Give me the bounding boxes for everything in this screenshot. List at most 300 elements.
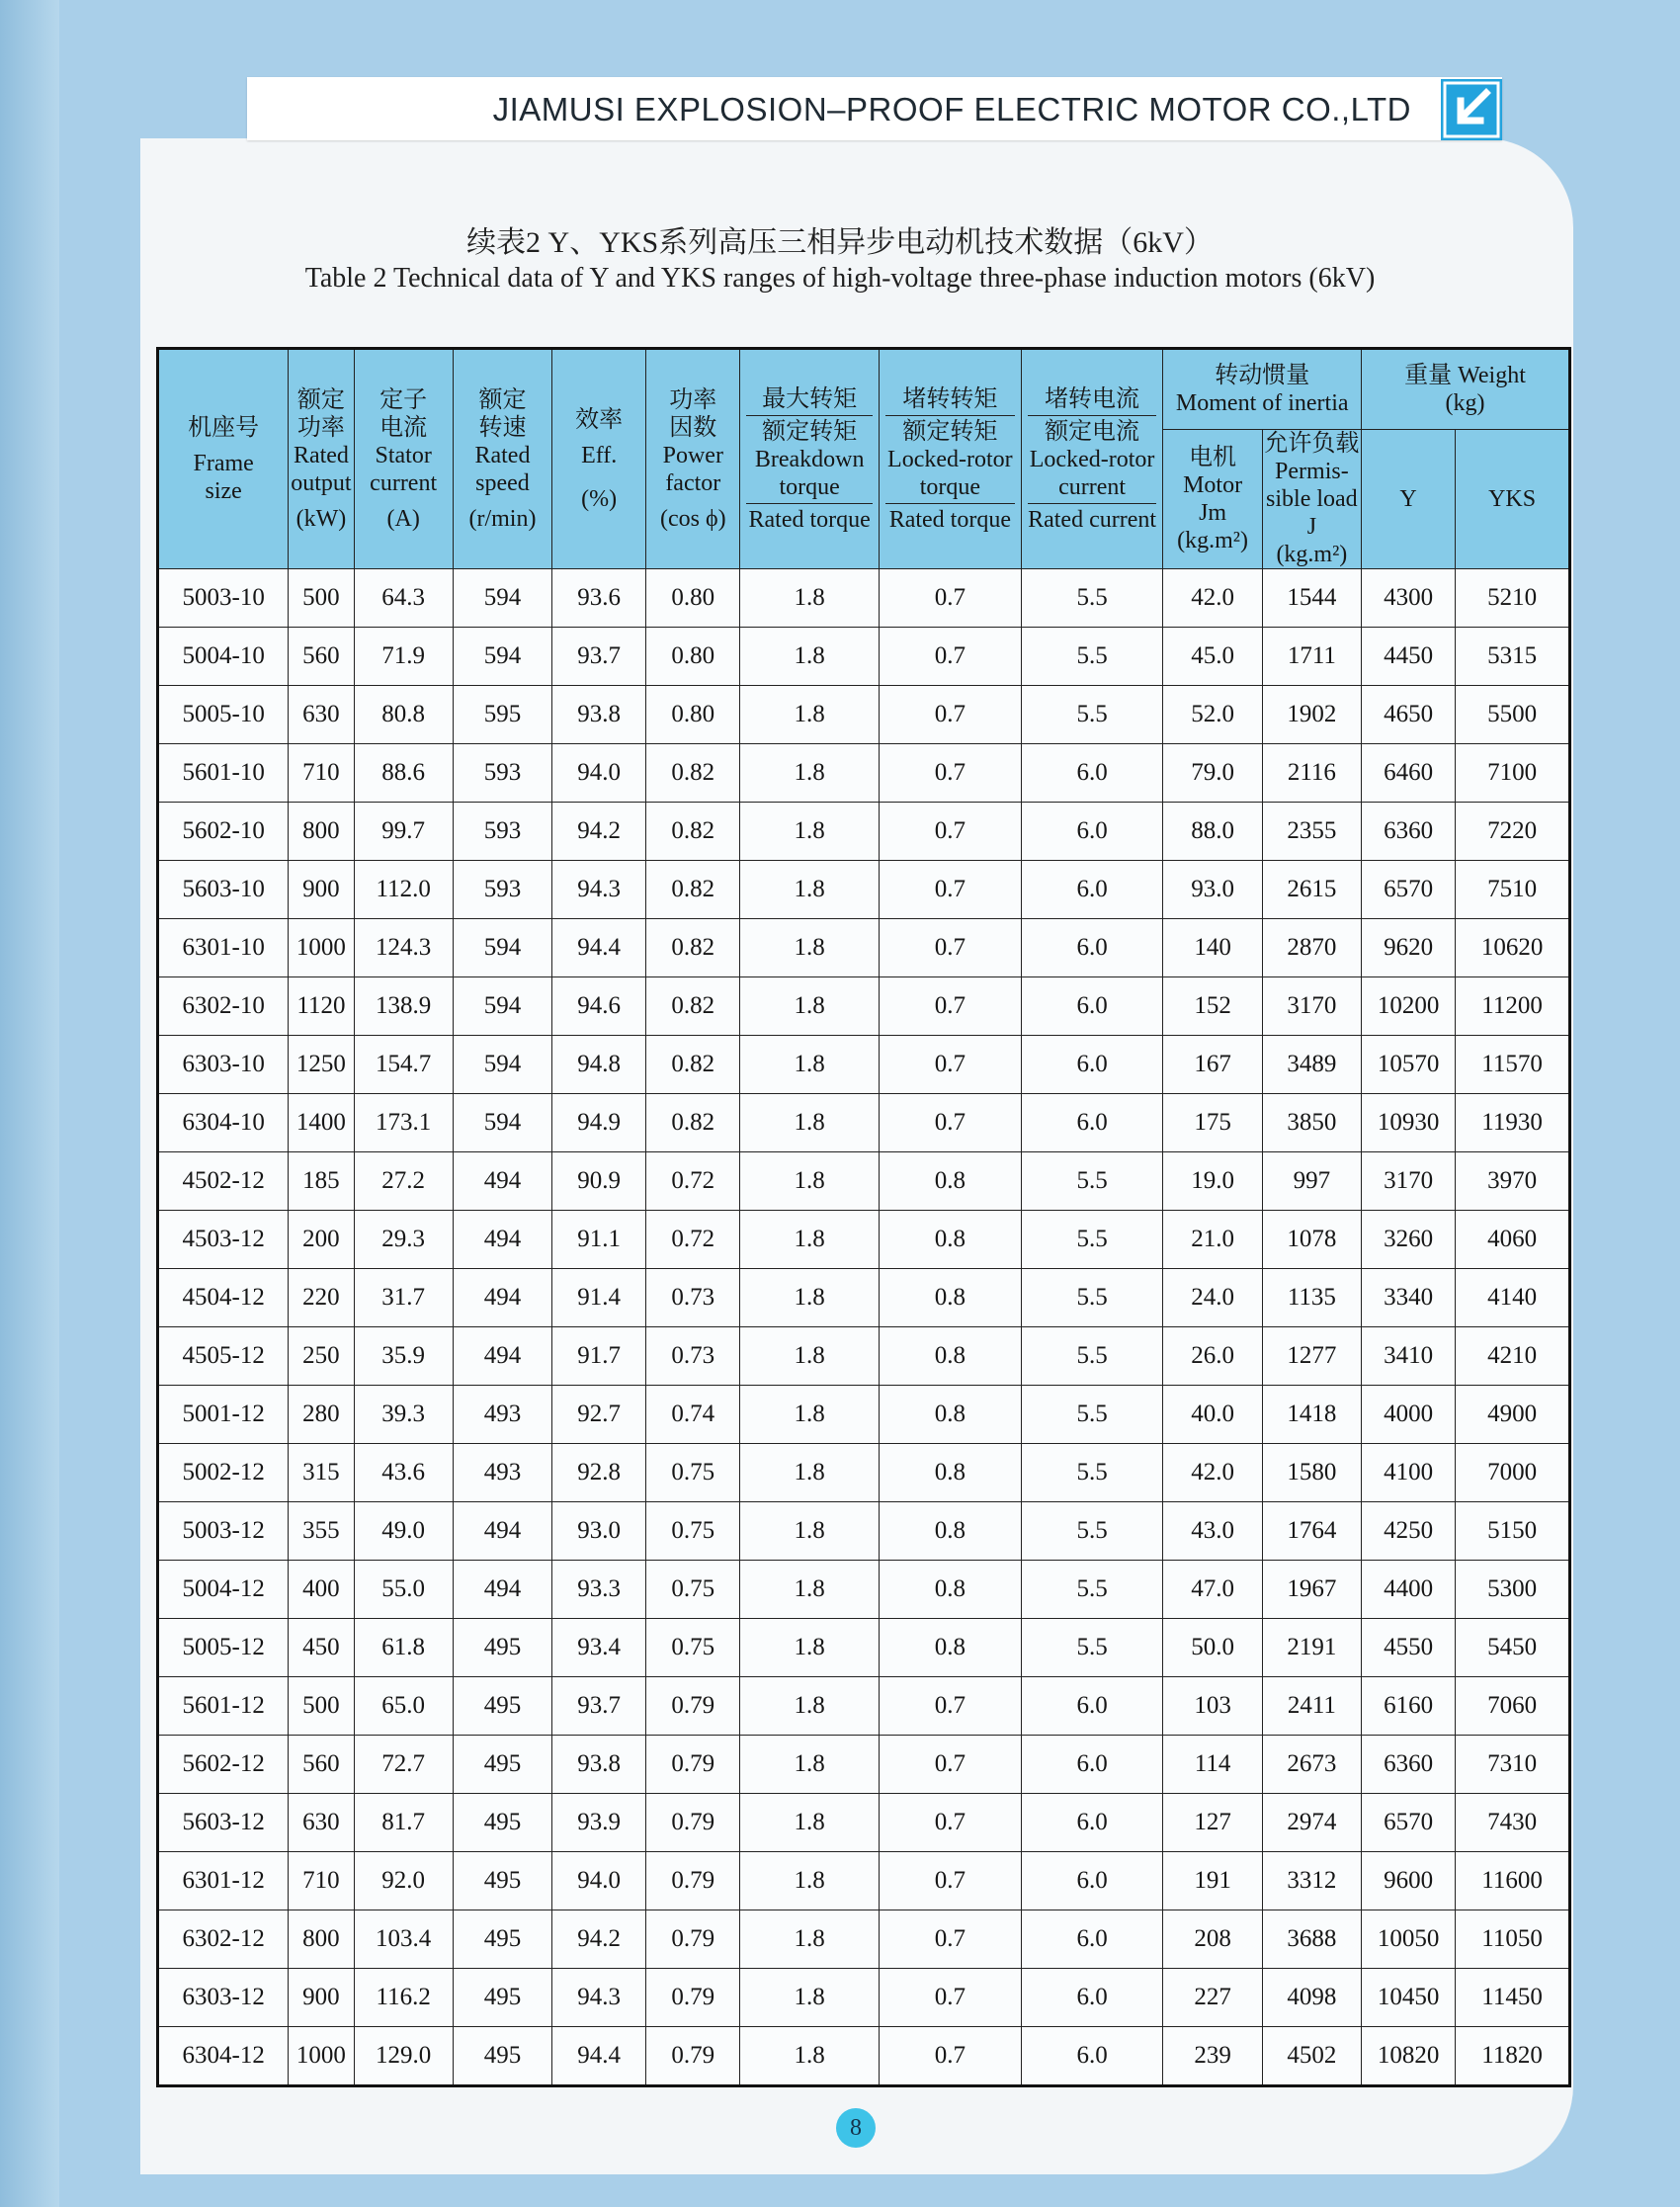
table-cell: 0.72 <box>646 1211 740 1269</box>
table-cell: 5.5 <box>1021 1561 1163 1619</box>
table-cell: 208 <box>1163 1910 1262 1969</box>
col-rated-speed: 额定 转速 Rated speed (r/min) <box>453 349 551 569</box>
table-row <box>158 1561 1570 1619</box>
table-cell: 0.8 <box>879 1444 1021 1502</box>
table-row <box>158 1736 1570 1794</box>
table-cell: 3340 <box>1362 1269 1456 1327</box>
table-cell: 2615 <box>1262 861 1361 919</box>
table-row <box>158 861 1570 919</box>
col-locked-rotor-current: 堵转电流 额定电流 Locked-rotor current Rated current <box>1021 349 1163 569</box>
table-cell: 4100 <box>1362 1444 1456 1502</box>
col-rated-output: 额定 功率 Rated output (kW) <box>289 349 354 569</box>
table-cell: 112.0 <box>354 861 453 919</box>
table-cell: 200 <box>289 1211 354 1269</box>
table-cell: 21.0 <box>1163 1211 1262 1269</box>
table-cell: 93.0 <box>552 1502 646 1561</box>
table-row <box>158 1969 1570 2027</box>
table-cell: 1.8 <box>740 1444 880 1502</box>
table-row <box>158 744 1570 803</box>
table-cell: 1.8 <box>740 1152 880 1211</box>
col-weight-y: Y <box>1362 430 1456 569</box>
table-row <box>158 1269 1570 1327</box>
table-cell: 49.0 <box>354 1502 453 1561</box>
table-cell: 2116 <box>1262 744 1361 803</box>
table-cell: 1.8 <box>740 1619 880 1677</box>
page-spine <box>0 0 59 2207</box>
table-cell: 10570 <box>1362 1036 1456 1094</box>
table-cell: 593 <box>453 744 551 803</box>
col-frame-size: 机座号 Frame size <box>158 349 289 569</box>
table-cell: 6.0 <box>1021 919 1163 977</box>
table-cell: 4450 <box>1362 628 1456 686</box>
table-cell: 7100 <box>1456 744 1570 803</box>
table-cell: 0.7 <box>879 977 1021 1036</box>
table-cell: 4250 <box>1362 1502 1456 1561</box>
table-cell: 4504-12 <box>158 1269 289 1327</box>
table-cell: 495 <box>453 1794 551 1852</box>
table-cell: 0.79 <box>646 1910 740 1969</box>
table-cell: 0.7 <box>879 569 1021 628</box>
col-power-factor: 功率 因数 Power factor (cos ϕ) <box>646 349 740 569</box>
table-cell: 0.79 <box>646 2027 740 2086</box>
table-cell: 88.0 <box>1163 803 1262 861</box>
table-cell: 0.8 <box>879 1502 1021 1561</box>
table-cell: 61.8 <box>354 1619 453 1677</box>
table-cell: 710 <box>289 744 354 803</box>
table-cell: 154.7 <box>354 1036 453 1094</box>
table-row <box>158 686 1570 744</box>
table-cell: 494 <box>453 1211 551 1269</box>
table-cell: 280 <box>289 1386 354 1444</box>
table-cell: 0.73 <box>646 1327 740 1386</box>
table-cell: 79.0 <box>1163 744 1262 803</box>
table-cell: 65.0 <box>354 1677 453 1736</box>
table-row <box>158 1152 1570 1211</box>
table-cell: 450 <box>289 1619 354 1677</box>
table-cell: 35.9 <box>354 1327 453 1386</box>
table-cell: 1250 <box>289 1036 354 1094</box>
table-cell: 124.3 <box>354 919 453 977</box>
table-cell: 6302-10 <box>158 977 289 1036</box>
table-cell: 5150 <box>1456 1502 1570 1561</box>
table-cell: 0.7 <box>879 1094 1021 1152</box>
table-cell: 595 <box>453 686 551 744</box>
table-cell: 495 <box>453 2027 551 2086</box>
table-cell: 2191 <box>1262 1619 1361 1677</box>
table-cell: 315 <box>289 1444 354 1502</box>
table-cell: 495 <box>453 1852 551 1910</box>
table-cell: 92.0 <box>354 1852 453 1910</box>
table-cell: 2411 <box>1262 1677 1361 1736</box>
table-row <box>158 1794 1570 1852</box>
table-cell: 495 <box>453 1910 551 1969</box>
table-cell: 900 <box>289 1969 354 2027</box>
table-cell: 0.7 <box>879 919 1021 977</box>
table-cell: 6304-12 <box>158 2027 289 2086</box>
table-cell: 5.5 <box>1021 1502 1163 1561</box>
table-cell: 5315 <box>1456 628 1570 686</box>
table-title-cn: 续表2 Y、YKS系列高压三相异步电动机技术数据（6kV） <box>466 226 1214 259</box>
table-cell: 493 <box>453 1444 551 1502</box>
table-cell: 39.3 <box>354 1386 453 1444</box>
table-cell: 93.4 <box>552 1619 646 1677</box>
table-cell: 0.82 <box>646 803 740 861</box>
table-cell: 64.3 <box>354 569 453 628</box>
table-cell: 1.8 <box>740 569 880 628</box>
table-cell: 630 <box>289 686 354 744</box>
table-cell: 7220 <box>1456 803 1570 861</box>
table-cell: 1.8 <box>740 1386 880 1444</box>
table-cell: 0.7 <box>879 1969 1021 2027</box>
col-moment-of-inertia: 转动惯量 Moment of inertia <box>1163 349 1362 430</box>
table-row <box>158 919 1570 977</box>
table-cell: 91.1 <box>552 1211 646 1269</box>
table-cell: 94.9 <box>552 1094 646 1152</box>
table-cell: 5003-10 <box>158 569 289 628</box>
table-cell: 11200 <box>1456 977 1570 1036</box>
table-row <box>158 1386 1570 1444</box>
table-cell: 1544 <box>1262 569 1361 628</box>
table-cell: 594 <box>453 919 551 977</box>
table-cell: 90.9 <box>552 1152 646 1211</box>
table-cell: 6570 <box>1362 861 1456 919</box>
table-cell: 594 <box>453 1094 551 1152</box>
table-cell: 3170 <box>1362 1152 1456 1211</box>
table-cell: 1.8 <box>740 1910 880 1969</box>
table-cell: 1135 <box>1262 1269 1361 1327</box>
table-cell: 94.4 <box>552 919 646 977</box>
table-cell: 5210 <box>1456 569 1570 628</box>
table-cell: 1.8 <box>740 1677 880 1736</box>
table-cell: 91.4 <box>552 1269 646 1327</box>
table-cell: 91.7 <box>552 1327 646 1386</box>
table-cell: 94.8 <box>552 1036 646 1094</box>
table-cell: 6360 <box>1362 803 1456 861</box>
table-cell: 80.8 <box>354 686 453 744</box>
table-cell: 630 <box>289 1794 354 1852</box>
table-cell: 0.7 <box>879 744 1021 803</box>
table-cell: 9600 <box>1362 1852 1456 1910</box>
table-cell: 3970 <box>1456 1152 1570 1211</box>
table-cell: 1000 <box>289 919 354 977</box>
table-cell: 1418 <box>1262 1386 1361 1444</box>
table-row <box>158 1619 1570 1677</box>
table-cell: 3489 <box>1262 1036 1361 1094</box>
table-cell: 0.82 <box>646 977 740 1036</box>
table-cell: 0.8 <box>879 1619 1021 1677</box>
table-cell: 495 <box>453 1736 551 1794</box>
table-cell: 5.5 <box>1021 1152 1163 1211</box>
table-cell: 29.3 <box>354 1211 453 1269</box>
table-cell: 0.8 <box>879 1386 1021 1444</box>
table-cell: 1.8 <box>740 1794 880 1852</box>
table-cell: 93.8 <box>552 1736 646 1794</box>
table-cell: 4900 <box>1456 1386 1570 1444</box>
technical-data-table <box>156 347 1571 2087</box>
table-cell: 0.75 <box>646 1619 740 1677</box>
table-cell: 5601-10 <box>158 744 289 803</box>
table-cell: 1967 <box>1262 1561 1361 1619</box>
table-cell: 6.0 <box>1021 1794 1163 1852</box>
table-cell: 6360 <box>1362 1736 1456 1794</box>
table-cell: 0.79 <box>646 1677 740 1736</box>
table-cell: 10930 <box>1362 1094 1456 1152</box>
table-cell: 93.8 <box>552 686 646 744</box>
col-permissible-load-j: 允许负载 Permis- sible load J (kg.m²) <box>1262 430 1361 569</box>
table-cell: 94.3 <box>552 861 646 919</box>
table-cell: 94.2 <box>552 803 646 861</box>
table-cell: 173.1 <box>354 1094 453 1152</box>
table-cell: 493 <box>453 1386 551 1444</box>
company-name: JIAMUSI EXPLOSION–PROOF ELECTRIC MOTOR CO.,LTD <box>492 91 1411 127</box>
table-cell: 6570 <box>1362 1794 1456 1852</box>
table-cell: 6303-12 <box>158 1969 289 2027</box>
table-cell: 10450 <box>1362 1969 1456 2027</box>
table-cell: 103.4 <box>354 1910 453 1969</box>
table-cell: 6.0 <box>1021 977 1163 1036</box>
table-cell: 3312 <box>1262 1852 1361 1910</box>
table-cell: 0.8 <box>879 1561 1021 1619</box>
table-cell: 0.82 <box>646 1036 740 1094</box>
table-cell: 5603-10 <box>158 861 289 919</box>
table-cell: 0.7 <box>879 686 1021 744</box>
table-cell: 6.0 <box>1021 744 1163 803</box>
table-cell: 0.80 <box>646 628 740 686</box>
table-cell: 5.5 <box>1021 686 1163 744</box>
table-cell: 0.80 <box>646 569 740 628</box>
table-cell: 6301-10 <box>158 919 289 977</box>
table-cell: 560 <box>289 1736 354 1794</box>
table-cell: 5602-10 <box>158 803 289 861</box>
table-row <box>158 1852 1570 1910</box>
table-cell: 593 <box>453 803 551 861</box>
table-cell: 99.7 <box>354 803 453 861</box>
table-cell: 6.0 <box>1021 803 1163 861</box>
table-cell: 6.0 <box>1021 2027 1163 2086</box>
table-cell: 1.8 <box>740 977 880 1036</box>
table-cell: 127 <box>1163 1794 1262 1852</box>
table-cell: 494 <box>453 1327 551 1386</box>
table-row <box>158 1677 1570 1736</box>
table-cell: 55.0 <box>354 1561 453 1619</box>
table-cell: 93.6 <box>552 569 646 628</box>
table-cell: 4505-12 <box>158 1327 289 1386</box>
table-cell: 191 <box>1163 1852 1262 1910</box>
table-cell: 81.7 <box>354 1794 453 1852</box>
table-cell: 5601-12 <box>158 1677 289 1736</box>
table-cell: 0.80 <box>646 686 740 744</box>
table-cell: 5004-12 <box>158 1561 289 1619</box>
table-cell: 0.82 <box>646 1094 740 1152</box>
table-cell: 2974 <box>1262 1794 1361 1852</box>
table-cell: 1.8 <box>740 803 880 861</box>
table-cell: 2673 <box>1262 1736 1361 1794</box>
table-cell: 5004-10 <box>158 628 289 686</box>
table-row <box>158 1094 1570 1152</box>
table-cell: 1.8 <box>740 2027 880 2086</box>
table-cell: 31.7 <box>354 1269 453 1327</box>
table-cell: 1.8 <box>740 628 880 686</box>
table-cell: 93.9 <box>552 1794 646 1852</box>
table-cell: 5603-12 <box>158 1794 289 1852</box>
table-cell: 11820 <box>1456 2027 1570 2086</box>
table-cell: 26.0 <box>1163 1327 1262 1386</box>
table-cell: 4400 <box>1362 1561 1456 1619</box>
table-cell: 7310 <box>1456 1736 1570 1794</box>
table-cell: 94.0 <box>552 744 646 803</box>
table-row <box>158 1444 1570 1502</box>
table-cell: 1902 <box>1262 686 1361 744</box>
table-cell: 5005-10 <box>158 686 289 744</box>
arrow-down-left-logo-icon <box>1441 79 1502 140</box>
table-cell: 11450 <box>1456 1969 1570 2027</box>
table-cell: 4098 <box>1262 1969 1361 2027</box>
table-cell: 4502 <box>1262 2027 1361 2086</box>
table-cell: 5005-12 <box>158 1619 289 1677</box>
table-cell: 0.82 <box>646 744 740 803</box>
table-cell: 40.0 <box>1163 1386 1262 1444</box>
table-cell: 5.5 <box>1021 1619 1163 1677</box>
table-row <box>158 977 1570 1036</box>
col-stator-current: 定子 电流 Stator current (A) <box>354 349 453 569</box>
table-cell: 6.0 <box>1021 1094 1163 1152</box>
table-cell: 5.5 <box>1021 1444 1163 1502</box>
table-cell: 94.6 <box>552 977 646 1036</box>
table-cell: 93.7 <box>552 1677 646 1736</box>
table-cell: 0.72 <box>646 1152 740 1211</box>
table-cell: 42.0 <box>1163 569 1262 628</box>
table-cell: 93.3 <box>552 1561 646 1619</box>
table-cell: 11600 <box>1456 1852 1570 1910</box>
table-cell: 5300 <box>1456 1561 1570 1619</box>
table-row <box>158 569 1570 628</box>
table-cell: 494 <box>453 1269 551 1327</box>
table-cell: 43.0 <box>1163 1502 1262 1561</box>
table-cell: 71.9 <box>354 628 453 686</box>
table-cell: 7510 <box>1456 861 1570 919</box>
table-cell: 1.8 <box>740 1736 880 1794</box>
table-cell: 0.8 <box>879 1211 1021 1269</box>
table-cell: 94.2 <box>552 1910 646 1969</box>
table-cell: 5500 <box>1456 686 1570 744</box>
table-cell: 1000 <box>289 2027 354 2086</box>
table-cell: 6.0 <box>1021 1036 1163 1094</box>
table-cell: 88.6 <box>354 744 453 803</box>
table-cell: 1.8 <box>740 1094 880 1152</box>
table-cell: 1.8 <box>740 1036 880 1094</box>
table-cell: 0.7 <box>879 861 1021 919</box>
table-cell: 6301-12 <box>158 1852 289 1910</box>
table-row <box>158 1327 1570 1386</box>
table-cell: 593 <box>453 861 551 919</box>
table-cell: 94.3 <box>552 1969 646 2027</box>
table-cell: 10820 <box>1362 2027 1456 2086</box>
table-cell: 42.0 <box>1163 1444 1262 1502</box>
col-efficiency: 效率 Eff. (%) <box>552 349 646 569</box>
table-cell: 3688 <box>1262 1910 1361 1969</box>
table-cell: 45.0 <box>1163 628 1262 686</box>
table-cell: 11570 <box>1456 1036 1570 1094</box>
table-title-en: Table 2 Technical data of Y and YKS ranges of high-voltage three-phase induction motors (6kV) <box>304 263 1376 294</box>
table-cell: 92.7 <box>552 1386 646 1444</box>
table-cell: 800 <box>289 803 354 861</box>
table-cell: 0.7 <box>879 1677 1021 1736</box>
table-cell: 594 <box>453 569 551 628</box>
table-cell: 6160 <box>1362 1677 1456 1736</box>
table-cell: 0.79 <box>646 1852 740 1910</box>
table-cell: 594 <box>453 628 551 686</box>
table-cell: 1400 <box>289 1094 354 1152</box>
table-cell: 1.8 <box>740 919 880 977</box>
table-cell: 5.5 <box>1021 628 1163 686</box>
table-cell: 19.0 <box>1163 1152 1262 1211</box>
table-cell: 6303-10 <box>158 1036 289 1094</box>
table-cell: 800 <box>289 1910 354 1969</box>
table-cell: 4503-12 <box>158 1211 289 1269</box>
table-cell: 92.8 <box>552 1444 646 1502</box>
table-cell: 495 <box>453 1677 551 1736</box>
table-row <box>158 628 1570 686</box>
table-cell: 24.0 <box>1163 1269 1262 1327</box>
table-cell: 6.0 <box>1021 1910 1163 1969</box>
table-cell: 0.7 <box>879 1736 1021 1794</box>
col-motor-jm: 电机 Motor Jm (kg.m²) <box>1163 430 1262 569</box>
table-cell: 103 <box>1163 1677 1262 1736</box>
table-row <box>158 1036 1570 1094</box>
table-cell: 5.5 <box>1021 1211 1163 1269</box>
table-cell: 495 <box>453 1969 551 2027</box>
table-cell: 1277 <box>1262 1327 1361 1386</box>
table-cell: 138.9 <box>354 977 453 1036</box>
table-cell: 500 <box>289 569 354 628</box>
table-cell: 7430 <box>1456 1794 1570 1852</box>
table-cell: 4000 <box>1362 1386 1456 1444</box>
table-cell: 594 <box>453 977 551 1036</box>
table-cell: 0.8 <box>879 1327 1021 1386</box>
table-cell: 494 <box>453 1152 551 1211</box>
table-cell: 1711 <box>1262 628 1361 686</box>
table-cell: 72.7 <box>354 1736 453 1794</box>
table-row <box>158 803 1570 861</box>
table-cell: 94.4 <box>552 2027 646 2086</box>
table-cell: 1.8 <box>740 1211 880 1269</box>
table-cell: 5.5 <box>1021 1327 1163 1386</box>
table-cell: 0.7 <box>879 2027 1021 2086</box>
table-cell: 227 <box>1163 1969 1262 2027</box>
table-cell: 710 <box>289 1852 354 1910</box>
table-cell: 27.2 <box>354 1152 453 1211</box>
table-cell: 4502-12 <box>158 1152 289 1211</box>
table-cell: 5.5 <box>1021 1269 1163 1327</box>
table-cell: 0.8 <box>879 1152 1021 1211</box>
table-cell: 5003-12 <box>158 1502 289 1561</box>
table-cell: 400 <box>289 1561 354 1619</box>
table-cell: 6460 <box>1362 744 1456 803</box>
col-weight-yks: YKS <box>1456 430 1570 569</box>
table-cell: 4210 <box>1456 1327 1570 1386</box>
table-cell: 0.7 <box>879 803 1021 861</box>
table-cell: 1.8 <box>740 861 880 919</box>
table-cell: 43.6 <box>354 1444 453 1502</box>
table-cell: 1.8 <box>740 744 880 803</box>
table-cell: 4300 <box>1362 569 1456 628</box>
col-locked-rotor-torque: 堵转转矩 额定转矩 Locked-rotor torque Rated torque <box>879 349 1021 569</box>
col-breakdown-torque: 最大转矩 额定转矩 Breakdown torque Rated torque <box>740 349 880 569</box>
table-cell: 0.73 <box>646 1269 740 1327</box>
table-cell: 6304-10 <box>158 1094 289 1152</box>
table-cell: 1580 <box>1262 1444 1361 1502</box>
table-cell: 5.5 <box>1021 569 1163 628</box>
